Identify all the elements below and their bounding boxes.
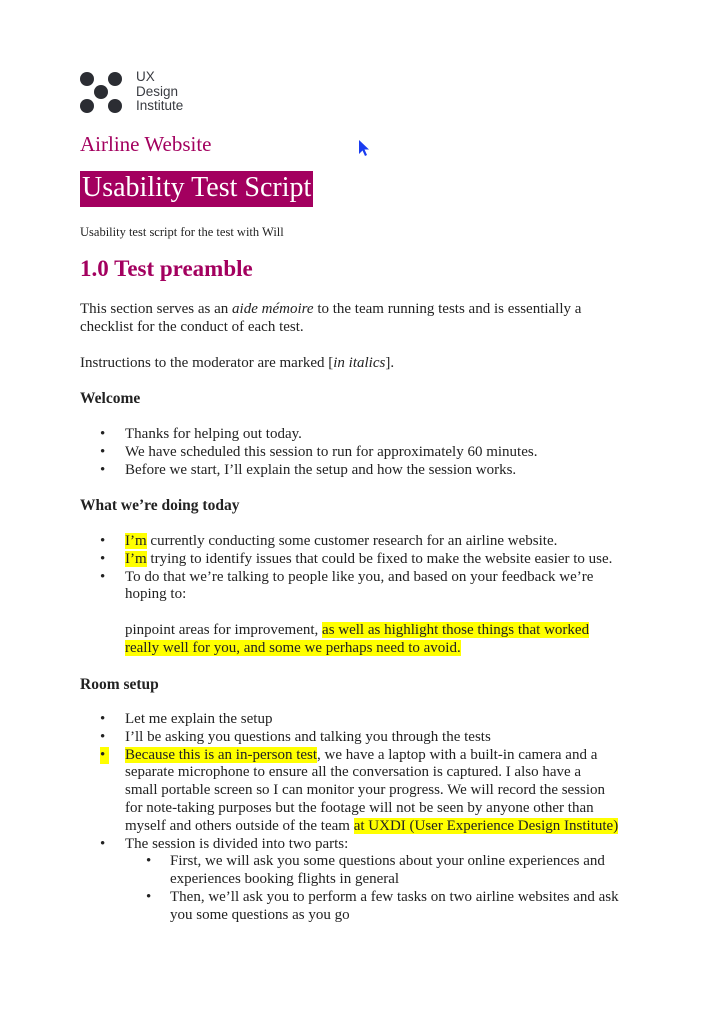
list-item: • Before we start, I’ll explain the setup and how the session works. (80, 462, 537, 480)
list-item: • I’ll be asking you questions and talking you through the tests (80, 729, 619, 747)
welcome-list (80, 426, 537, 479)
room-setup-list (80, 711, 619, 925)
list-item: • To do that we’re talking to people like you, and based on your feedback we’re hoping to: (80, 569, 612, 605)
list-item: • We have scheduled this session to run for approximately 60 minutes. (80, 444, 537, 462)
mouse-cursor-icon (358, 139, 370, 157)
document-title: Usability Test Script (80, 171, 313, 207)
intro-paragraph: This section serves as an aide mémoire to the team running tests and is essentially a checklist for the conduct of each test. (80, 301, 582, 335)
list-item: • Thanks for helping out today. (80, 426, 537, 444)
list-item: • Let me explain the setup (80, 711, 619, 729)
list-item: • I’m trying to identify issues that could be fixed to make the website easier to use. (80, 551, 612, 569)
today-list (80, 533, 612, 604)
instructions-paragraph: Instructions to the moderator are marked [in italics]. (80, 355, 395, 371)
goals-paragraph: pinpoint areas for improvement, as well as highlight those things that worked really well for you, and some we perhaps need to avoid. (125, 622, 590, 656)
section-heading: 1.0 Test preamble (80, 256, 253, 281)
sub-list-item: • First, we will ask you some questions about your online experiences and experiences booking flights in general (80, 853, 619, 889)
document-subtitle: Usability test script for the test with Will (80, 225, 284, 239)
welcome-heading: Welcome (80, 390, 141, 407)
ux-design-institute-logo (80, 70, 220, 115)
today-heading: What we’re doing today (80, 497, 240, 514)
list-item: • The session is divided into two parts: (80, 836, 619, 854)
logo-text: UX Design Institute (136, 69, 184, 113)
list-item: • Because this is an in-person test, we have a laptop with a built-in camera and a separate microphone to ensure all the conversation is captured. I also have a small portable screen so I can monitor your progress. We will record the session for note-taking purposes but the footage will not be seen by anyone other than myself and others outside of the team at UXDI (User Experience Design Institute) (80, 747, 619, 836)
list-item: • I’m currently conducting some customer research for an airline website. (80, 533, 612, 551)
document-subject: Airline Website (80, 132, 212, 156)
sub-list-item: • Then, we’ll ask you to perform a few tasks on two airline websites and ask you some questions as you go (80, 889, 619, 925)
room-setup-heading: Room setup (80, 676, 159, 693)
